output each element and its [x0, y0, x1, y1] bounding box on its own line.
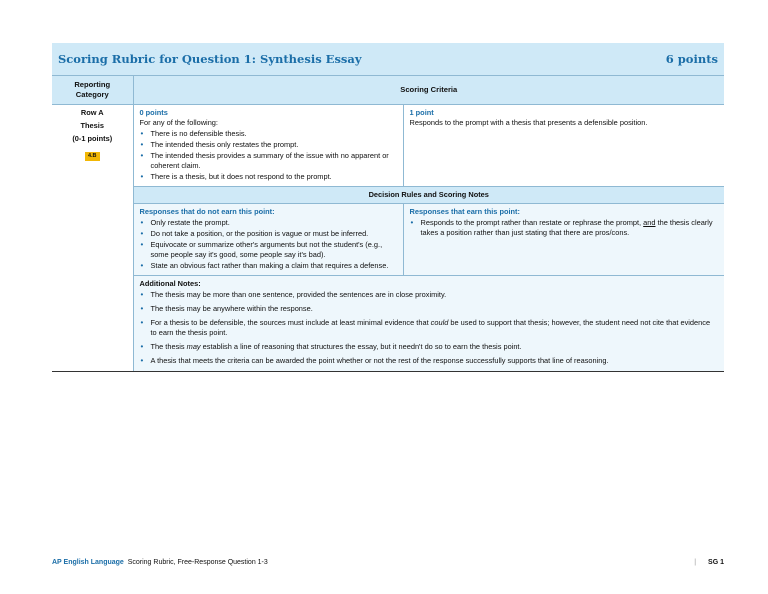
footer-right [694, 559, 724, 566]
row-name: Thesis [80, 121, 104, 130]
decision-rules-heading: Decision Rules and Scoring Notes [133, 187, 724, 204]
list-item: • Do not take a position, or the position is vague or must be inferred. [151, 229, 397, 239]
not-earn-cell [133, 204, 403, 276]
page-footer [52, 559, 724, 566]
list-item: • There is no defensible thesis. [151, 129, 397, 139]
page-number: SG 1 [708, 559, 724, 566]
list-item: • Equivocate or summarize other's arguments but not the student's (e.g., some people say it's good, some people say it's bad). [151, 240, 397, 260]
list-item: • For a thesis to be defensible, the sources must include at least minimal evidence that could be used to support that thesis; however, the student need not cite that evidence to earn the thesis point. [151, 318, 719, 338]
one-point-text: Responds to the prompt with a thesis that presents a defensible position. [409, 118, 648, 127]
zero-points-list [140, 129, 397, 182]
reporting-category-header: Reporting Category [52, 76, 133, 105]
title-bar [52, 43, 724, 76]
list-item: • The thesis may establish a line of reasoning that structures the essay, but it needn't do so to earn the thesis point. [151, 342, 719, 352]
scoring-criteria-header: Scoring Criteria [133, 76, 724, 105]
earn-heading: Responses that earn this point: [409, 207, 520, 216]
list-item: • State an obvious fact rather than making a claim that requires a defense. [151, 261, 397, 271]
list-item: • There is a thesis, but it does not respond to the prompt. [151, 172, 397, 182]
earn-list [410, 218, 719, 238]
skill-badge: 4.B [85, 152, 100, 161]
decision-rules-header-row [52, 187, 724, 204]
rubric-page [52, 43, 724, 372]
footer-left [52, 559, 268, 566]
list-item: • The thesis may be more than one sentence, provided the sentences are in close proximity. [151, 290, 719, 300]
rubric-table [52, 76, 724, 372]
column-header-row [52, 76, 724, 105]
row-a-category-cell [52, 105, 133, 372]
one-point-heading: 1 point [409, 108, 434, 117]
total-points: 6 points [665, 52, 718, 66]
footer-brand: AP English Language [52, 559, 124, 566]
zero-points-heading: 0 points [139, 108, 168, 117]
additional-notes-list [140, 290, 719, 366]
rubric-title: Scoring Rubric for Question 1: Synthesis Essay [58, 52, 362, 66]
earn-cell [403, 204, 724, 276]
zero-points-cell [133, 105, 403, 187]
list-item: • The intended thesis provides a summary of the issue with no apparent or coherent claim. [151, 151, 397, 171]
row-range: (0-1 points) [72, 134, 113, 143]
additional-notes-row [52, 276, 724, 372]
list-item: • A thesis that meets the criteria can be awarded the point whether or not the rest of the response successfully supports that line of reasoning. [151, 356, 719, 366]
additional-notes-cell [133, 276, 724, 372]
one-point-cell [403, 105, 724, 187]
row-a [52, 105, 724, 187]
list-item: • The thesis may be anywhere within the response. [151, 304, 719, 314]
not-earn-list [140, 218, 397, 271]
list-item: • Responds to the prompt rather than restate or rephrase the prompt, and the thesis clearly takes a position rather than just stating that there are pros/cons. [421, 218, 719, 238]
list-item: • The intended thesis only restates the prompt. [151, 140, 397, 150]
decision-rules-row [52, 204, 724, 276]
footer-separator: | [694, 559, 697, 566]
not-earn-heading: Responses that do not earn this point: [139, 207, 275, 216]
footer-doc-title: Scoring Rubric, Free-Response Question 1-3 [127, 559, 268, 566]
list-item: • Only restate the prompt. [151, 218, 397, 228]
additional-notes-heading: Additional Notes: [139, 279, 201, 288]
row-label: Row A [80, 108, 104, 117]
zero-points-intro: For any of the following: [139, 118, 218, 127]
